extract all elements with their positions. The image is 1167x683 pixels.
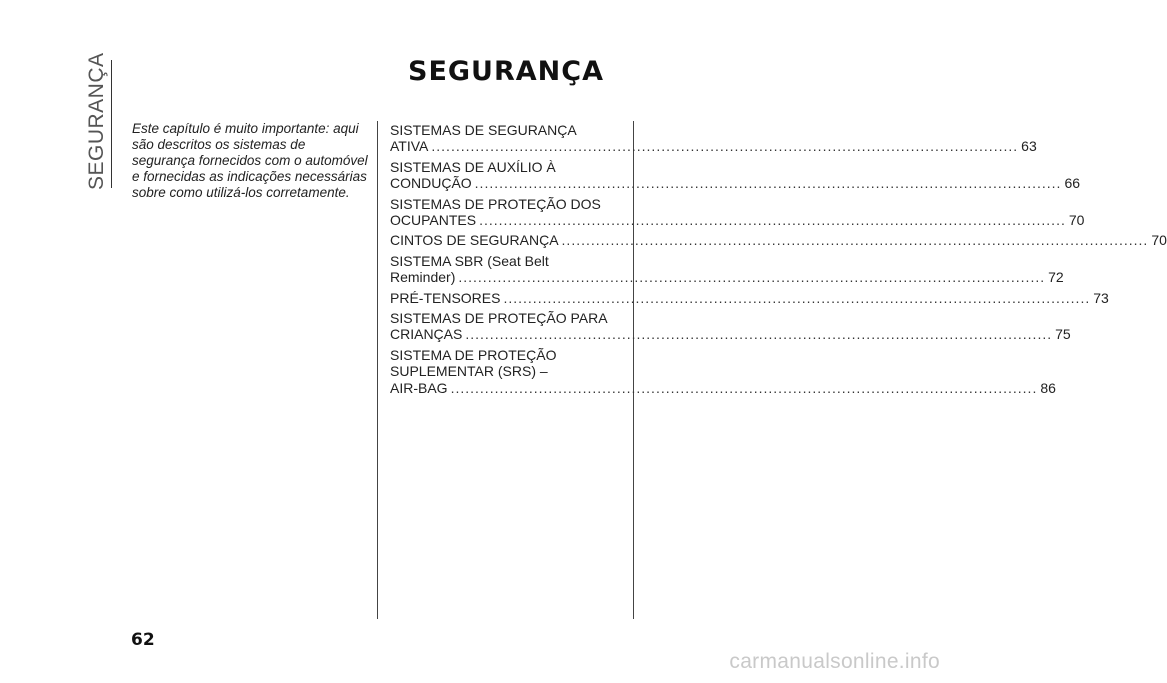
toc-entry-row xyxy=(390,138,1037,155)
toc-entry-row xyxy=(390,326,1071,343)
toc-entry-label-line: SISTEMA DE PROTEÇÃO xyxy=(390,346,557,363)
toc-entry-row xyxy=(390,269,1064,286)
toc-dot-leader: ........................................................................................................................ xyxy=(431,138,1019,155)
toc-entry-row xyxy=(390,232,1167,249)
toc-dot-leader: ........................................................................................................................ xyxy=(503,289,1091,306)
toc-entry-label-line: SISTEMAS DE PROTEÇÃO PARA xyxy=(390,310,608,327)
toc-entry-label-line: SUPLEMENTAR (SRS) – xyxy=(390,363,548,380)
toc-entry[interactable] xyxy=(390,289,1109,306)
intro-text: Este capítulo é muito importante: aqui são descritos os sistemas de segurança fornecidos com o automóvel e fornecidas as indicações necessárias sobre como utilizá-los corretamente. xyxy=(132,121,368,200)
toc-entry-row xyxy=(390,379,1056,396)
toc-entry[interactable] xyxy=(390,158,1081,192)
toc-page-number: 75 xyxy=(1055,326,1071,343)
toc-entry[interactable] xyxy=(390,252,1064,286)
toc-entry-label-line: AIR-BAG xyxy=(390,379,448,396)
toc-dot-leader: ........................................................................................................................ xyxy=(458,269,1046,286)
toc-entry-label-line: ATIVA xyxy=(390,138,429,155)
toc-dot-leader: ........................................................................................................................ xyxy=(479,212,1066,229)
toc-page-number: 70 xyxy=(1151,232,1167,249)
toc-entry-label-line: SISTEMAS DE PROTEÇÃO DOS xyxy=(390,195,601,212)
toc-page-number: 86 xyxy=(1040,379,1056,396)
table-of-contents xyxy=(390,122,1167,400)
toc-entry[interactable] xyxy=(390,310,1071,343)
page-number: 62 xyxy=(131,630,155,650)
watermark: carmanualsonline.info xyxy=(729,650,940,673)
toc-entry-label-line: SISTEMA SBR (Seat Belt xyxy=(390,252,549,269)
column-divider-right xyxy=(633,121,634,619)
toc-entry-label-line: SISTEMAS DE AUXÍLIO À xyxy=(390,158,556,175)
chapter-title: SEGURANÇA xyxy=(408,56,604,87)
toc-entry-label-line: CONDUÇÃO xyxy=(390,175,472,192)
toc-entry-label-line: Reminder) xyxy=(390,269,456,286)
toc-entry-label-line: CRIANÇAS xyxy=(390,326,463,343)
toc-dot-leader: ........................................................................................................................ xyxy=(474,175,1062,192)
side-tab xyxy=(82,52,112,190)
toc-dot-leader: ........................................................................................................................ xyxy=(450,379,1038,396)
side-tab-rule xyxy=(111,60,112,188)
side-tab-label: SEGURANÇA xyxy=(85,52,108,190)
toc-entry[interactable] xyxy=(390,232,1167,249)
toc-dot-leader: ........................................................................................................................ xyxy=(465,326,1053,343)
toc-entry-label-line: SISTEMAS DE SEGURANÇA xyxy=(390,122,577,138)
toc-entry-row xyxy=(390,212,1085,229)
toc-entry-label-line: PRÉ-TENSORES xyxy=(390,289,501,306)
toc-page-number: 73 xyxy=(1093,289,1109,306)
toc-page-number: 70 xyxy=(1068,212,1085,229)
toc-entry-row xyxy=(390,289,1109,306)
toc-entry[interactable] xyxy=(390,122,1037,155)
toc-page-number: 72 xyxy=(1048,269,1064,286)
toc-page-number: 63 xyxy=(1021,138,1037,155)
toc-dot-leader: ........................................................................................................................ xyxy=(561,232,1149,249)
toc-entry[interactable] xyxy=(390,195,1085,229)
toc-entry-label-line: OCUPANTES xyxy=(390,212,477,229)
toc-entry-label-line: CINTOS DE SEGURANÇA xyxy=(390,232,559,249)
column-divider-left xyxy=(377,121,378,619)
toc-entry[interactable] xyxy=(390,346,1056,396)
toc-page-number: 66 xyxy=(1064,175,1081,192)
toc-entry-row xyxy=(390,175,1081,192)
